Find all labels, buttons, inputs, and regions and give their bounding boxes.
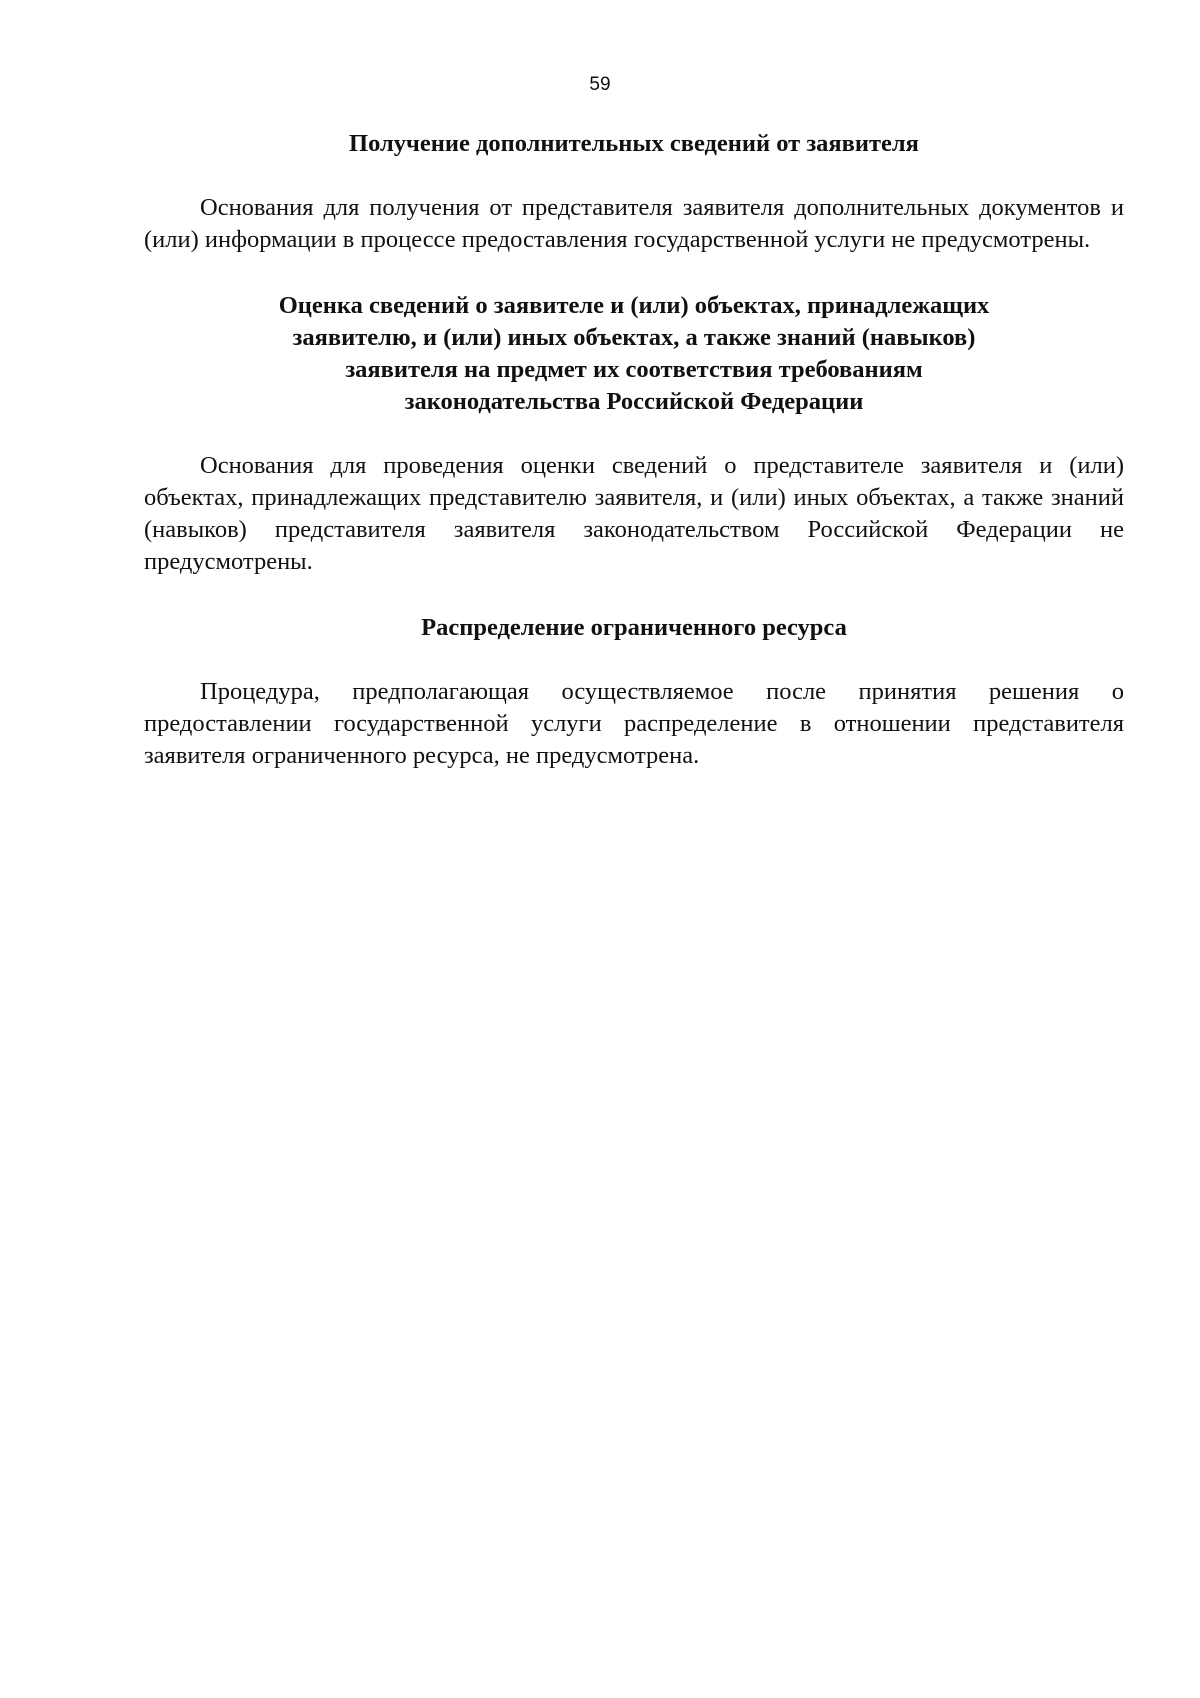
section-heading-additional-info: Получение дополнительных сведений от заявителя — [349, 130, 919, 157]
document-body — [144, 128, 1124, 772]
page-number: 59 — [589, 74, 611, 95]
section-heading-applicant-assessment — [144, 290, 1124, 418]
section-paragraph-limited-resource: Процедура, предполагающая осуществляемое после принятия решения о предоставлении государственной услуги распределение в отношении представителя заявителя ограниченного ресурса, не предусмотрена. — [144, 678, 1124, 769]
section-paragraph-additional-info: Основания для получения от представителя заявителя дополнительных документов и (или) информации в процессе предоставления государственной услуги не предусмотрены. — [144, 194, 1124, 253]
heading-line: заявителю, и (или) иных объектах, а также знаний (навыков) — [292, 324, 976, 351]
section-paragraph-applicant-assessment: Основания для проведения оценки сведений о представителе заявителя и (или) объектах, принадлежащих представителю заявителя, и (или) иных объектах, а также знаний (навыков) представителя заявителя законодательством Российской Федерации не предусмотрены. — [144, 452, 1124, 575]
heading-line: законодательства Российской Федерации — [404, 388, 864, 415]
section-heading-limited-resource: Распределение ограниченного ресурса — [421, 614, 847, 641]
heading-line: Оценка сведений о заявителе и (или) объектах, принадлежащих — [278, 292, 990, 319]
heading-line: заявителя на предмет их соответствия требованиям — [345, 356, 923, 383]
